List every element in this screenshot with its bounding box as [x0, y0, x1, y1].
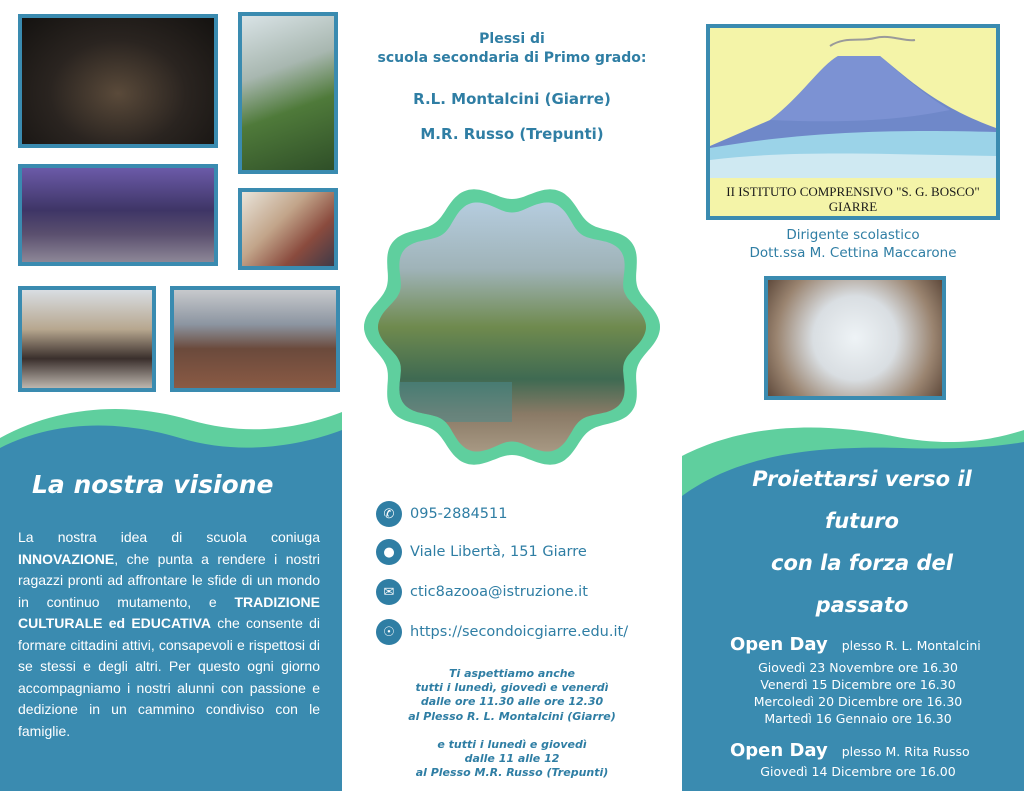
address-text: Viale Libertà, 151 Giarre [410, 544, 587, 560]
open-day-date: Giovedì 14 Dicembre ore 16.00 [760, 764, 956, 779]
contact-email[interactable] [376, 579, 588, 605]
vision-keyword-tradition: TRADIZIONE CULTURALE ed EDUCATIVA [18, 593, 320, 631]
middle-panel [342, 0, 682, 791]
vision-text-part-2: , che punta a rendere i nostri ragazzi pronti ad affrontare le sfide di un mondo in continuo mutamento, e [18, 550, 320, 610]
visiting-schedule [342, 667, 682, 780]
flower-frame-photo [362, 182, 662, 472]
website-link[interactable]: https://secondoicgiarre.edu.it/ [410, 624, 629, 640]
vision-keyword-innovation: INNOVAZIONE [18, 550, 115, 567]
open-day-russo [682, 740, 1024, 780]
contact-address [376, 539, 587, 565]
motto-line: Proiettarsi verso il [752, 467, 972, 491]
envelope-icon: ✉ [376, 579, 402, 605]
motto [722, 458, 1002, 626]
contact-website[interactable] [376, 619, 628, 645]
logo-caption-line-2: GIARRE [828, 199, 878, 214]
open-day-label: Open Day [730, 634, 828, 655]
plesso-russo: M.R. Russo (Trepunti) [420, 125, 604, 143]
vision-title: La nostra visione [32, 470, 274, 499]
motto-line: futuro [825, 509, 899, 533]
schedule-line: tutti i lunedì, giovedì e venerdì [415, 681, 609, 695]
email-link[interactable]: ctic8azooa@istruzione.it [410, 584, 588, 600]
schedule-line: dalle ore 11.30 alle ore 12.30 [420, 695, 604, 709]
schedule-line: e tutti i lunedì e giovedì [437, 737, 587, 751]
plesso-montalcini: R.L. Montalcini (Giarre) [413, 90, 611, 108]
plessi-heading-line-1: Plessi di [479, 31, 545, 47]
open-day-date: Mercoledì 20 Dicembre ore 16.30 [753, 694, 963, 709]
contact-phone[interactable] [376, 501, 508, 527]
schedule-line: al Plesso M.R. Russo (Trepunti) [415, 766, 609, 780]
logo-caption-line-1: II ISTITUTO COMPRENSIVO "S. G. BOSCO" [726, 184, 980, 199]
open-day-label: Open Day [730, 740, 828, 761]
plessi-heading [342, 30, 682, 68]
schedule-line: dalle 11 alle 12 [464, 752, 560, 766]
open-day-montalcini [682, 634, 1024, 727]
vision-text-part-1: La nostra idea di scuola coniuga [18, 529, 320, 545]
open-day-date: Venerdì 15 Dicembre ore 16.30 [760, 677, 956, 692]
motto-line: con la forza del [771, 551, 953, 575]
open-day-plesso: plesso M. Rita Russo [841, 744, 970, 759]
schedule-line: Ti aspettiamo anche [448, 667, 576, 680]
vision-text [18, 527, 320, 742]
left-panel [0, 0, 342, 791]
plessi-heading-line-2: scuola secondaria di Primo grado: [377, 50, 647, 66]
open-day-date: Martedì 16 Gennaio ore 16.30 [764, 711, 952, 726]
dirigente-title: Dirigente scolastico [786, 227, 920, 243]
globe-icon: ☉ [376, 619, 402, 645]
location-pin-icon: ● [376, 539, 402, 565]
vision-text-part-3: che consente di formare cittadini attivi, consapevoli e rispettosi di se stessi e degli altri. Per questo ogni giorno accompagniamo i nostri alunni con passione e dedizione in un cammino condiviso con le famiglie. [18, 615, 320, 739]
open-day-date: Giovedì 23 Novembre ore 16.30 [758, 660, 958, 675]
motto-line: passato [815, 593, 909, 617]
right-panel [682, 0, 1024, 791]
phone-number[interactable]: 095-2884511 [410, 506, 508, 522]
open-day-plesso: plesso R. L. Montalcini [841, 638, 981, 653]
schedule-line: al Plesso R. L. Montalcini (Giarre) [408, 709, 616, 723]
phone-icon: ✆ [376, 501, 402, 527]
dirigente-name: Dott.ssa M. Cettina Maccarone [749, 245, 957, 261]
